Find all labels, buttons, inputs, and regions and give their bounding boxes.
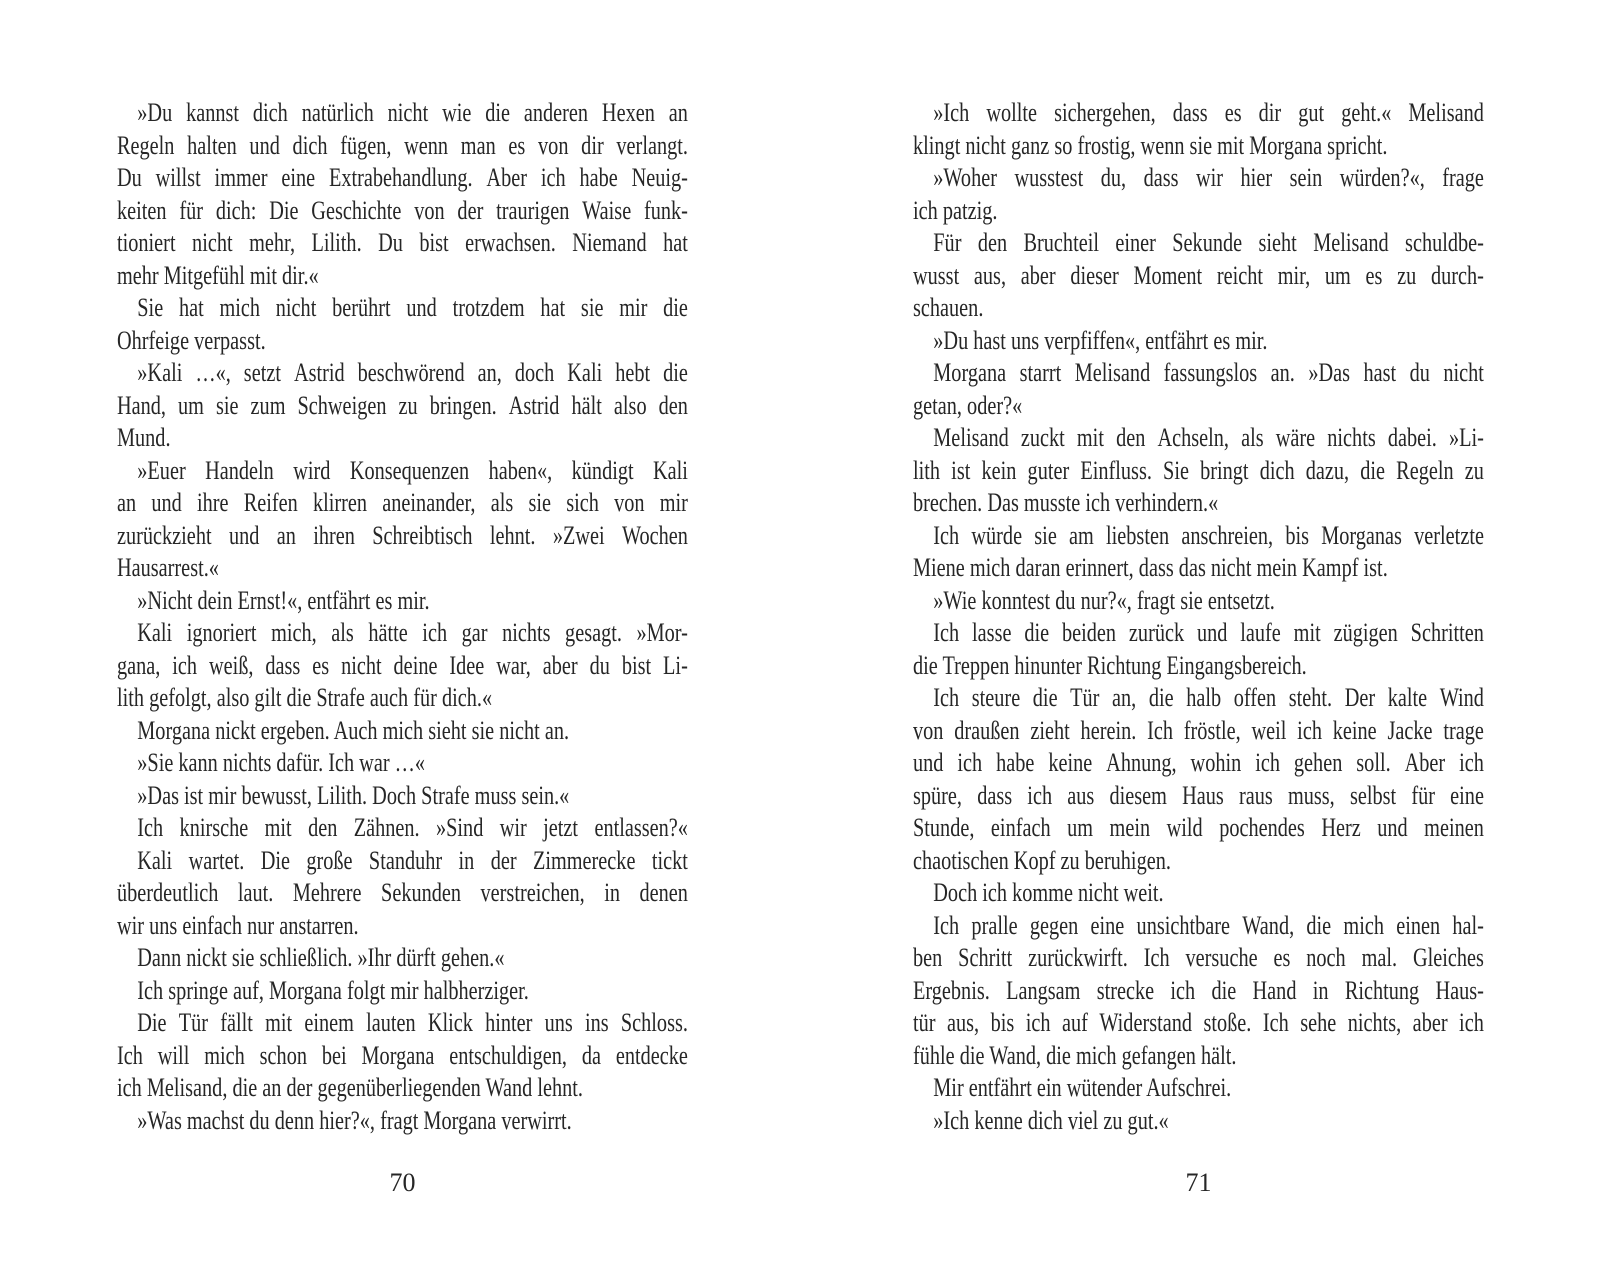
text-line: »Du kannst dich natürlich nicht wie die anderen Hexen an <box>137 98 688 127</box>
text-line: »Ich wollte sichergehen, dass es dir gut geht.« Melisand <box>933 98 1484 127</box>
text-line: getan, oder?« <box>913 390 1023 420</box>
text-line: brechen. Das musste ich verhindern.« <box>913 488 1219 517</box>
text-line: von draußen zieht herein. Ich fröstle, weil ich keine Jacke trage <box>913 715 1484 745</box>
text-line: Doch ich komme nicht weit. <box>933 878 1164 907</box>
text-line: Hand, um sie zum Schweigen zu bringen. Astrid hält also den <box>117 390 688 420</box>
text-line: Ich pralle gegen eine unsichtbare Wand, die mich einen hal- <box>933 910 1484 940</box>
text-line: ben Schritt zurückwirft. Ich versuche es noch mal. Gleiches <box>913 943 1484 972</box>
text-line: ich Melisand, die an der gegenüberliegenden Wand lehnt. <box>117 1073 583 1102</box>
text-line: lith gefolgt, also gilt die Strafe auch für dich.« <box>117 683 493 712</box>
text-line: tioniert nicht mehr, Lilith. Du bist erwachsen. Niemand hat <box>117 228 688 257</box>
text-line: fühle die Wand, die mich gefangen hält. <box>913 1040 1237 1070</box>
text-line: ich patzig. <box>913 195 998 225</box>
text-line: wusst aus, aber dieser Moment reicht mir, um es zu durch- <box>913 260 1484 290</box>
text-line: Ich würde sie am liebsten anschreien, bis Morganas verletzte <box>933 520 1484 550</box>
text-line: »Sie kann nichts dafür. Ich war …« <box>137 748 426 777</box>
text-line: Hausarrest.« <box>117 553 219 582</box>
text-line: Ich steure die Tür an, die halb offen steht. Der kalte Wind <box>933 683 1484 712</box>
text-line: Ergebnis. Langsam strecke ich die Hand in Richtung Haus- <box>913 975 1484 1005</box>
text-line: »Du hast uns verpfiffen«, entfährt es mir. <box>933 325 1268 355</box>
text-line: Morgana nickt ergeben. Auch mich sieht sie nicht an. <box>137 715 570 745</box>
text-line: Ich springe auf, Morgana folgt mir halbherziger. <box>137 975 529 1005</box>
left-page-number: 70 <box>389 1168 416 1197</box>
text-line: mehr Mitgefühl mit dir.« <box>117 260 319 290</box>
text-line: Für den Bruchteil einer Sekunde sieht Melisand schuldbe- <box>933 228 1484 257</box>
text-line: gana, ich weiß, dass es nicht deine Idee war, aber du bist Li- <box>117 650 688 680</box>
text-line: »Woher wusstest du, dass wir hier sein würden?«, frage <box>933 163 1484 192</box>
left-page-text-block <box>117 97 688 1137</box>
text-line: Ohrfeige verpasst. <box>117 325 266 355</box>
text-line: keiten für dich: Die Geschichte von der traurigen Waise funk- <box>117 195 688 225</box>
text-line: Ich will mich schon bei Morgana entschuldigen, da entdecke <box>117 1040 688 1070</box>
text-line: lith ist kein guter Einfluss. Sie bringt dich dazu, die Regeln zu <box>913 455 1484 485</box>
text-line: die Treppen hinunter Richtung Eingangsbereich. <box>913 650 1307 680</box>
text-line: Ich knirsche mit den Zähnen. »Sind wir jetzt entlassen?« <box>137 813 688 842</box>
text-line: »Euer Handeln wird Konsequenzen haben«, kündigt Kali <box>137 455 688 485</box>
text-line: zurückzieht und an ihren Schreibtisch lehnt. »Zwei Wochen <box>117 520 688 550</box>
text-line: an und ihre Reifen klirren aneinander, als sie sich von mir <box>117 488 688 517</box>
text-line: Miene mich daran erinnert, dass das nicht mein Kampf ist. <box>913 553 1388 582</box>
text-line: Kali ignoriert mich, als hätte ich gar nichts gesagt. »Mor- <box>137 618 688 647</box>
text-line: »Das ist mir bewusst, Lilith. Doch Strafe muss sein.« <box>137 780 570 810</box>
text-line: »Was machst du denn hier?«, fragt Morgana verwirrt. <box>137 1105 572 1135</box>
text-line: und ich habe keine Ahnung, wohin ich gehen soll. Aber ich <box>913 748 1484 777</box>
text-line: Ich lasse die beiden zurück und laufe mit zügigen Schritten <box>933 618 1484 647</box>
text-line: Dann nickt sie schließlich. »Ihr dürft gehen.« <box>137 943 505 972</box>
text-line: tür aus, bis ich auf Widerstand stoße. Ich sehe nichts, aber ich <box>913 1008 1484 1037</box>
text-line: schauen. <box>913 293 984 322</box>
text-line: Regeln halten und dich fügen, wenn man es von dir verlangt. <box>117 130 688 160</box>
text-line: Stunde, einfach um mein wild pochendes Herz und meinen <box>913 813 1484 842</box>
text-line: chaotischen Kopf zu beruhigen. <box>913 845 1171 875</box>
text-line: Die Tür fällt mit einem lauten Klick hinter uns ins Schloss. <box>137 1008 688 1037</box>
right-page-text-block <box>913 97 1484 1137</box>
text-line: Mund. <box>117 423 171 452</box>
text-line: »Nicht dein Ernst!«, entfährt es mir. <box>137 585 430 615</box>
text-line: wir uns einfach nur anstarren. <box>117 910 359 940</box>
text-line: spüre, dass ich aus diesem Haus raus muss, selbst für eine <box>913 780 1484 810</box>
text-line: »Ich kenne dich viel zu gut.« <box>933 1105 1169 1135</box>
text-line: überdeutlich laut. Mehrere Sekunden verstreichen, in denen <box>117 878 688 907</box>
right-page-number: 71 <box>1185 1168 1212 1197</box>
text-line: Kali wartet. Die große Standuhr in der Zimmerecke tickt <box>137 845 688 875</box>
text-line: klingt nicht ganz so frostig, wenn sie mit Morgana spricht. <box>913 130 1388 160</box>
text-line: »Wie konntest du nur?«, fragt sie entsetzt. <box>933 585 1275 615</box>
text-line: Melisand zuckt mit den Achseln, als wäre nichts dabei. »Li- <box>933 423 1484 452</box>
text-line: »Kali …«, setzt Astrid beschwörend an, doch Kali hebt die <box>137 358 688 387</box>
text-line: Du willst immer eine Extrabehandlung. Aber ich habe Neuig- <box>117 163 688 192</box>
text-line: Mir entfährt ein wütender Aufschrei. <box>933 1073 1232 1102</box>
text-line: Morgana starrt Melisand fassungslos an. »Das hast du nicht <box>933 358 1484 387</box>
text-line: Sie hat mich nicht berührt und trotzdem hat sie mir die <box>137 293 688 322</box>
